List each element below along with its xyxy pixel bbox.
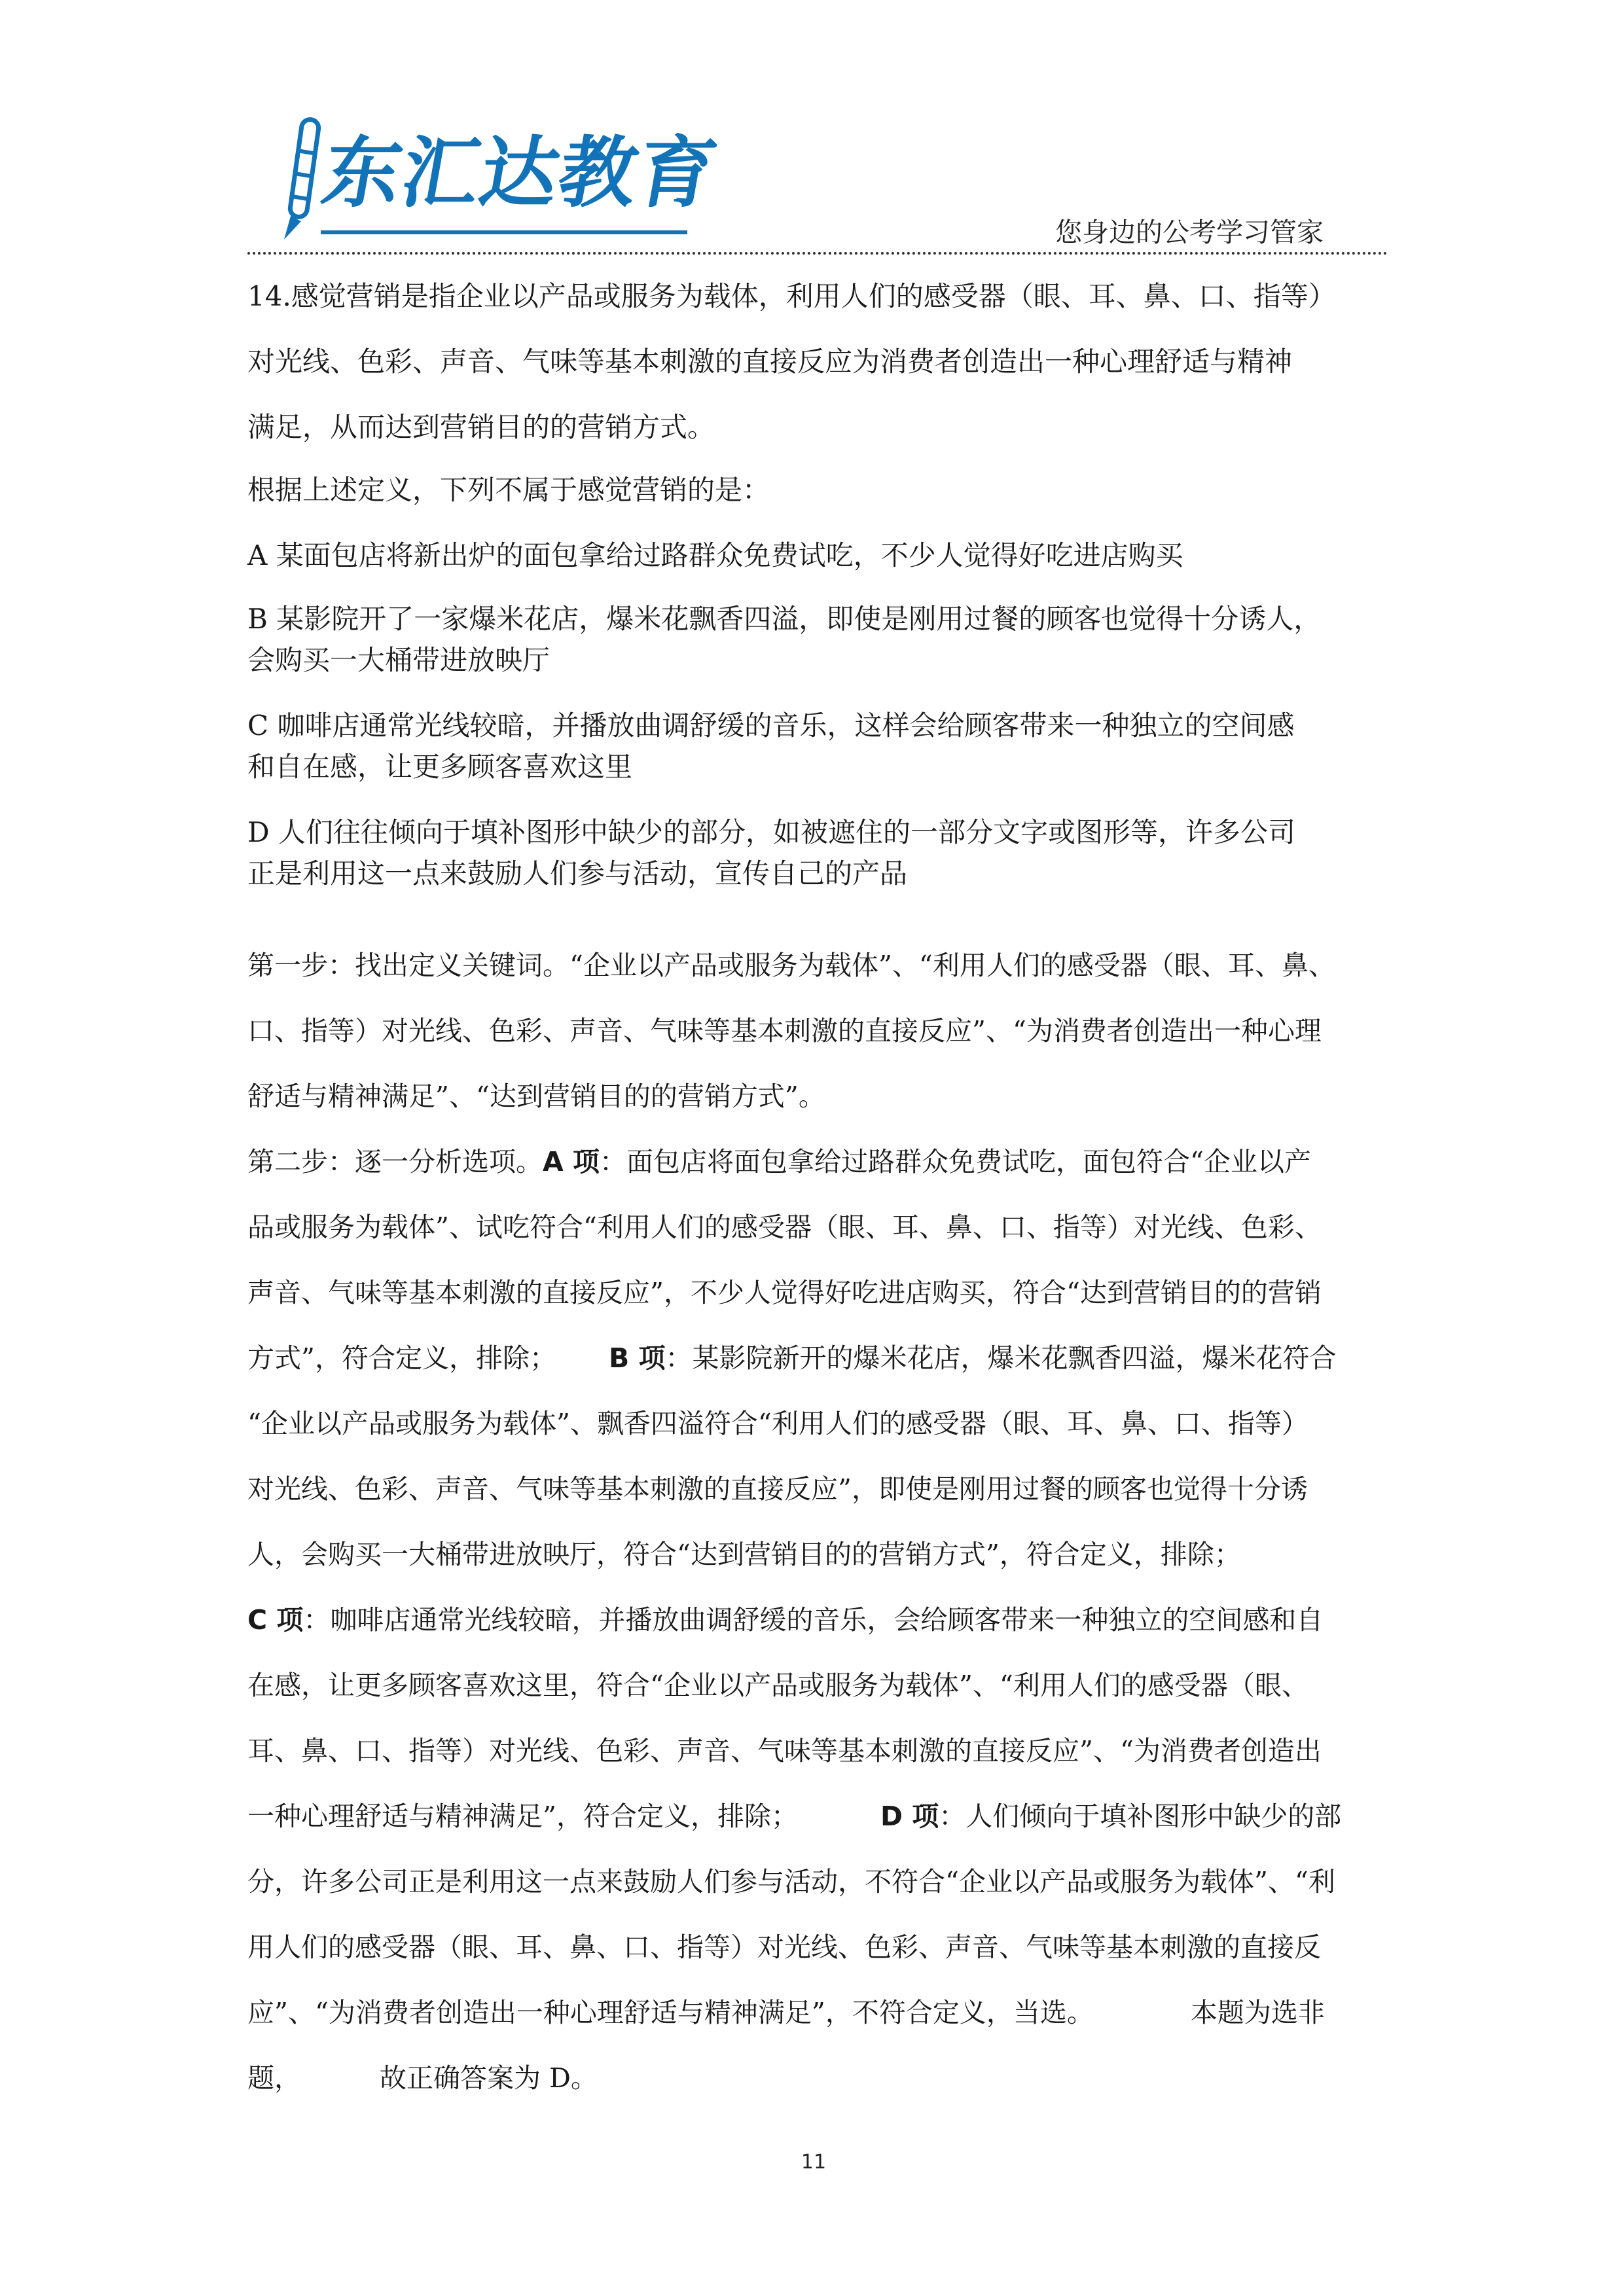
question-text-line: 14.感觉营销是指企业以产品或服务为载体，利用人们的感受器（眼、耳、鼻、口、指等）	[247, 280, 1336, 312]
option-a-label: A 项	[543, 1146, 600, 1177]
option-b: B 某影院开了一家爆米花店，爆米花飘香四溢，即使是刚用过餐的顾客也觉得十分诱人，	[247, 603, 1322, 635]
analysis-option-a	[247, 1146, 1311, 1177]
analysis-line: 用人们的感受器（眼、耳、鼻、口、指等）对光线、色彩、声音、气味等基本刺激的直接反	[247, 1931, 1321, 1963]
header-divider	[247, 252, 1388, 255]
analysis-line: 人，会购买一大桶带进放映厅，符合“达到营销目的的营销方式”，符合定义，排除；	[247, 1539, 1241, 1570]
option-d-conclusion: 应”、“为消费者创造出一种心理舒适与精神满足”，不符合定义，当选。	[247, 1997, 1094, 2028]
question-prompt: 根据上述定义，下列不属于感觉营销的是：	[247, 474, 770, 506]
final-answer-line	[247, 2062, 598, 2094]
option-c-conclusion: 一种心理舒适与精神满足”，符合定义，排除；	[247, 1801, 798, 1832]
option-b-label: B 项	[608, 1342, 666, 1374]
analysis-conclusion	[247, 1997, 1325, 2028]
analysis-step1: 第一步：找出定义关键词。“企业以产品或服务为载体”、“利用人们的感受器（眼、耳、鼻、	[247, 950, 1335, 981]
analysis-line: 声音、气味等基本刺激的直接反应”，不少人觉得好吃进店购买，符合“达到营销目的的营销	[247, 1277, 1322, 1308]
option-a-analysis: ：面包店将面包拿给过路群众免费试吃，面包符合“企业以产	[600, 1146, 1311, 1177]
option-d-continued: 正是利用这一点来鼓励人们参与活动，宣传自己的产品	[247, 857, 908, 889]
question-text-line: 满足，从而达到营销目的的营销方式。	[247, 411, 715, 443]
question-type-note: 本题为选非	[1190, 1997, 1325, 2028]
analysis-option-d	[247, 1803, 1341, 1830]
analysis-line: 在感，让更多顾客喜欢这里，符合“企业以产品或服务为载体”、“利用人们的感受器（眼、	[247, 1670, 1308, 1701]
tagline: 您身边的公考学习管家	[1055, 217, 1324, 248]
analysis-option-b	[247, 1342, 1337, 1374]
analysis-line: 对光线、色彩、声音、气味等基本刺激的直接反应”，即使是刚用过餐的顾客也觉得十分诱	[247, 1473, 1308, 1505]
option-d-analysis: ：人们倾向于填补图形中缺少的部	[939, 1801, 1342, 1832]
question-text-line: 对光线、色彩、声音、气味等基本刺激的直接反应为消费者创造出一种心理舒适与精神	[247, 346, 1293, 378]
option-c-label: C 项	[247, 1604, 304, 1636]
option-c-analysis: ：咖啡店通常光线较暗，并播放曲调舒缓的音乐，会给顾客带来一种独立的空间感和自	[303, 1604, 1324, 1636]
option-b-continued: 会购买一大桶带进放映厅	[247, 644, 550, 676]
analysis-line: 品或服务为载体”、试吃符合“利用人们的感受器（眼、耳、鼻、口、指等）对光线、色彩、	[247, 1211, 1322, 1243]
option-d-label: D 项	[880, 1801, 939, 1832]
option-c: C 咖啡店通常光线较暗，并播放曲调舒缓的音乐，这样会给顾客带来一种独立的空间感	[247, 709, 1295, 742]
final-answer: 故正确答案为 D。	[380, 2062, 598, 2094]
analysis-step1: 口、指等）对光线、色彩、声音、气味等基本刺激的直接反应”、“为消费者创造出一种心理	[247, 1015, 1322, 1047]
page-number: 11	[801, 2151, 827, 2174]
option-a: A 某面包店将新出炉的面包拿给过路群众免费试吃，不少人觉得好吃进店购买	[247, 539, 1183, 571]
analysis-line: 耳、鼻、口、指等）对光线、色彩、声音、气味等基本刺激的直接反应”、“为消费者创造出	[247, 1735, 1322, 1767]
analysis-step2-intro: 第二步：逐一分析选项。	[247, 1146, 543, 1177]
option-b-analysis: ：某影院新开的爆米花店，爆米花飘香四溢，爆米花符合	[665, 1342, 1337, 1374]
option-d: D 人们往往倾向于填补图形中缺少的部分，如被遮住的一部分文字或图形等，许多公司	[247, 816, 1296, 848]
option-a-conclusion: 方式”，符合定义，排除；	[247, 1342, 556, 1374]
analysis-line: 分，许多公司正是利用这一点来鼓励人们参与活动，不符合“企业以产品或服务为载体”、“利	[247, 1866, 1335, 1897]
logo-text: 东汇达教育	[316, 128, 725, 218]
analysis-line: “企业以产品或服务为载体”、飘香四溢符合“利用人们的感受器（眼、耳、鼻、口、指等）	[247, 1408, 1308, 1439]
analysis-option-c	[247, 1604, 1324, 1636]
option-c-continued: 和自在感，让更多顾客喜欢这里	[247, 751, 633, 783]
final-answer-prefix: 题，	[247, 2062, 301, 2094]
analysis-step1: 舒适与精神满足”、“达到营销目的的营销方式”。	[247, 1081, 825, 1112]
